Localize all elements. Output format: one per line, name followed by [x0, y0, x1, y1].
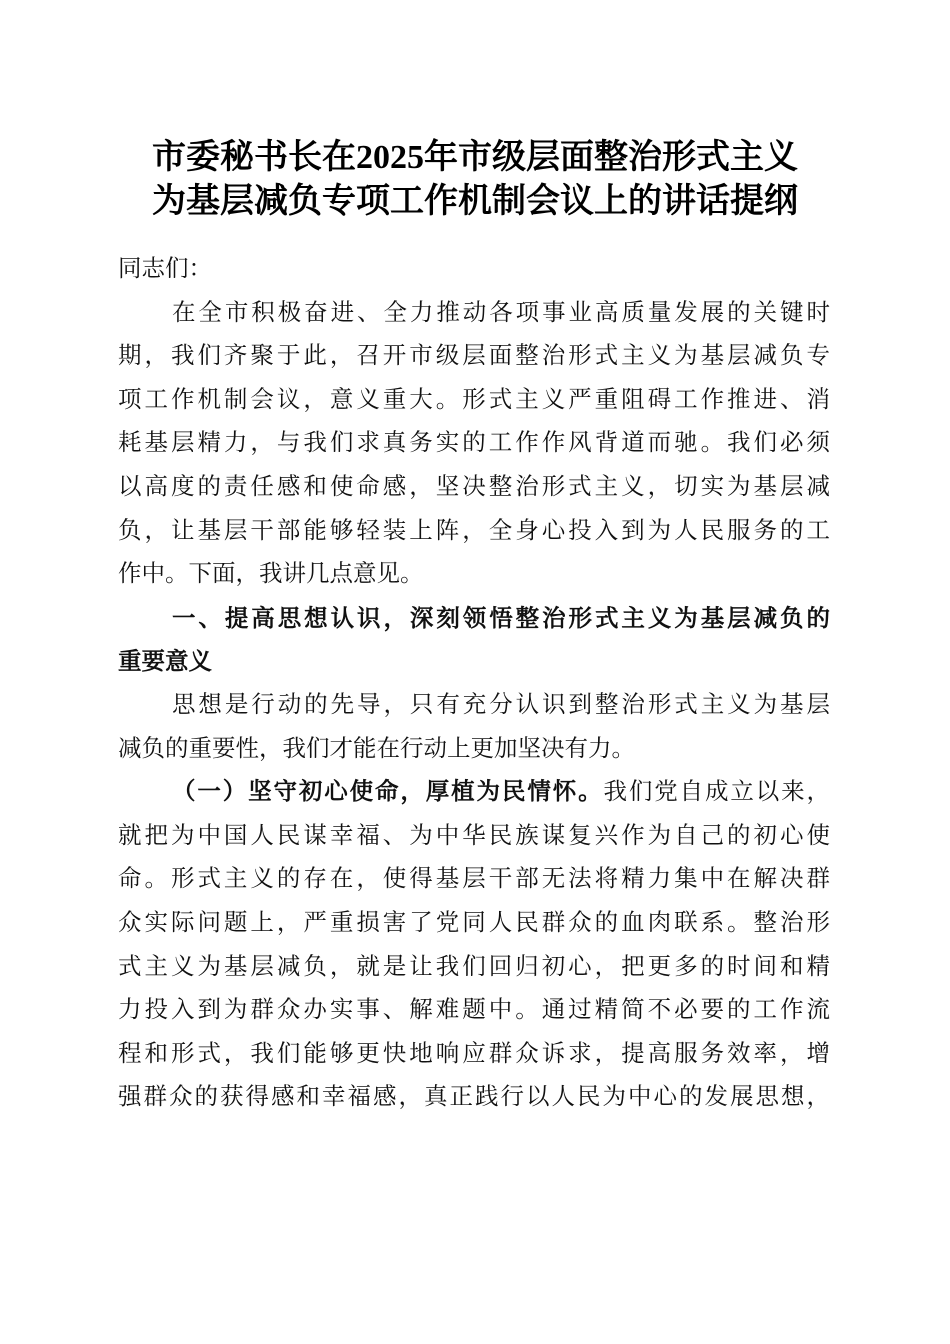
subsection-lead: （一）坚守初心使命，厚植为民情怀。: [172, 779, 604, 806]
paragraph-line: 耗基层精力，与我们求真务实的工作作风背道而驰。我们必须: [118, 430, 830, 457]
heading-line: 重要意义: [118, 647, 212, 676]
heading-line: 一、提高思想认识，深刻领悟整治形式主义为基层减负的: [172, 603, 830, 632]
title-line-1: 市委秘书长在2025年市级层面整治形式主义: [152, 139, 798, 176]
paragraph-line: 在全市积极奋进、全力推动各项事业高质量发展的关键时: [172, 299, 830, 326]
document-title: [120, 136, 830, 224]
paragraph-line: 强群众的获得感和幸福感，真正践行以人民为中心的发展思想，: [118, 1084, 830, 1111]
section-heading: [118, 597, 830, 684]
document-body: [118, 248, 830, 1120]
paragraph-line: 力投入到为群众办实事、解难题中。通过精简不必要的工作流: [118, 997, 830, 1024]
paragraph-line: 项工作机制会议，意义重大。形式主义严重阻碍工作推进、消: [118, 386, 830, 413]
paragraph-line: 程和形式，我们能够更快地响应群众诉求，提高服务效率，增: [118, 1040, 830, 1067]
paragraph-line: 负，让基层干部能够轻装上阵，全身心投入到为人民服务的工: [118, 517, 830, 544]
paragraph-line: 众实际问题上，严重损害了党同人民群众的血肉联系。整治形: [118, 909, 830, 936]
paragraph-line: 期，我们齐聚于此，召开市级层面整治形式主义为基层减负专: [118, 343, 830, 370]
subsection-text: 我们党自成立以来，: [603, 779, 831, 806]
section-intro-paragraph: [118, 684, 830, 771]
intro-paragraph: [118, 292, 830, 597]
title-line-2: 为基层减负专项工作机制会议上的讲话提纲: [152, 183, 798, 220]
paragraph-line: 减负的重要性，我们才能在行动上更加坚决有力。: [118, 735, 635, 762]
paragraph-line: 以高度的责任感和使命感，坚决整治形式主义，切实为基层减: [118, 473, 830, 500]
paragraph-line: 作中。下面，我讲几点意见。: [118, 561, 424, 588]
greeting: 同志们：: [118, 256, 212, 282]
paragraph-line: 命。形式主义的存在，使得基层干部无法将精力集中在解决群: [118, 866, 830, 893]
paragraph-line: 式主义为基层减负，就是让我们回归初心，把更多的时间和精: [118, 953, 830, 980]
paragraph-line: 思想是行动的先导，只有充分认识到整治形式主义为基层: [172, 691, 830, 718]
paragraph-line: 就把为中国人民谋幸福、为中华民族谋复兴作为自己的初心使: [118, 822, 830, 849]
paragraph-line: [118, 771, 830, 815]
subsection-paragraph: [118, 771, 830, 1120]
